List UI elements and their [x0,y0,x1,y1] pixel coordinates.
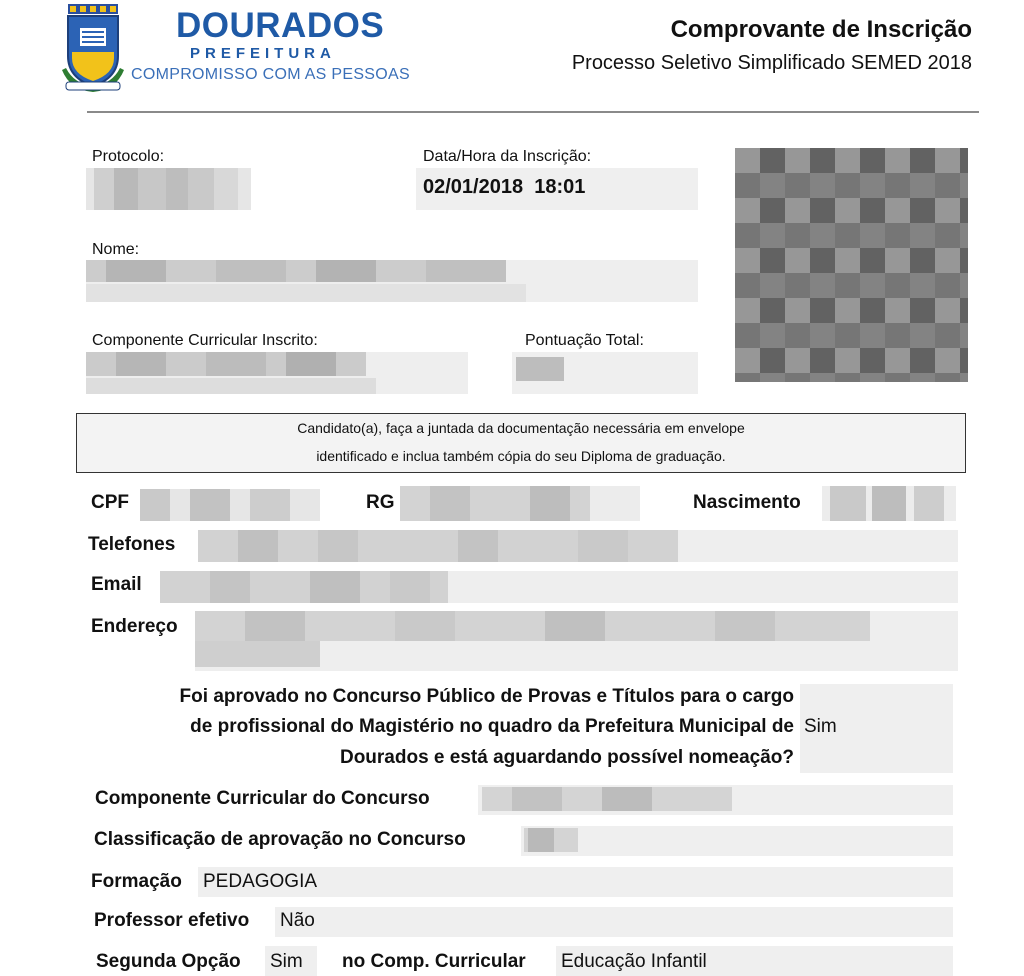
score-label: Pontuação Total: [525,332,644,349]
org-name: DOURADOS [176,6,385,45]
phones-value-redacted [198,530,958,562]
comp-curricular-value: Educação Infantil [561,951,707,972]
birth-value-redacted [822,486,956,521]
protocol-value-redacted [86,168,251,210]
notice-box [76,413,966,473]
approved-answer-value: Sim [804,716,837,737]
second-option-label: Segunda Opção [96,951,241,972]
datetime-value: 02/01/2018 18:01 [423,176,586,198]
cpf-label: CPF [91,492,129,513]
document-subtitle: Processo Seletivo Simplificado SEMED 2018 [571,52,972,74]
notice-line-1: Candidato(a), faça a juntada da documentação necessária em envelope [297,420,745,436]
second-option-value: Sim [270,951,303,972]
approved-question-line-2: de profissional do Magistério no quadro da Prefeitura Municipal de [190,716,794,737]
component-label: Componente Curricular Inscrito: [92,332,318,349]
rg-value-redacted [400,486,640,521]
rg-label: RG [366,492,395,513]
coat-of-arms-icon [62,4,124,94]
classification-field [521,826,953,856]
email-value-redacted [160,571,958,603]
tenured-label: Professor efetivo [94,910,250,931]
approved-question-line-3: Dourados e está aguardando possível nomeação? [339,747,794,768]
classification-value-redacted [524,828,578,852]
document-title: Comprovante de Inscrição [670,16,972,43]
tenured-value: Não [280,910,315,931]
contest-component-label: Componente Curricular do Concurso [95,788,430,809]
datetime-label: Data/Hora da Inscrição: [423,148,592,165]
cpf-value-redacted [140,489,320,521]
score-value-redacted [516,357,564,381]
candidate-photo-redacted [735,148,968,382]
tenured-field [275,907,953,937]
logo-emblem [62,4,124,94]
education-label: Formação [91,871,182,892]
address-value-redacted [195,611,958,671]
comp-curricular-label: no Comp. Curricular [342,951,526,972]
org-subtitle: PREFEITURA [190,45,336,62]
classification-label: Classificação de aprovação no Concurso [94,829,466,850]
name-label: Nome: [92,241,140,258]
header-divider [87,111,979,113]
protocol-label: Protocolo: [92,148,165,165]
education-value: PEDAGOGIA [203,871,318,892]
notice-line-2: identificado e inclua também cópia do seu Diploma de graduação. [316,448,726,464]
approved-question-line-1: Foi aprovado no Concurso Público de Provas e Títulos para o cargo [179,686,794,707]
component-value-redacted [86,352,468,394]
birth-label: Nascimento [693,492,801,513]
org-slogan: COMPROMISSO COM AS PESSOAS [131,66,410,83]
phones-label: Telefones [88,534,176,555]
address-label: Endereço [91,616,178,637]
name-value-redacted [86,260,698,302]
contest-component-value-redacted [482,787,732,811]
email-label: Email [91,574,142,595]
